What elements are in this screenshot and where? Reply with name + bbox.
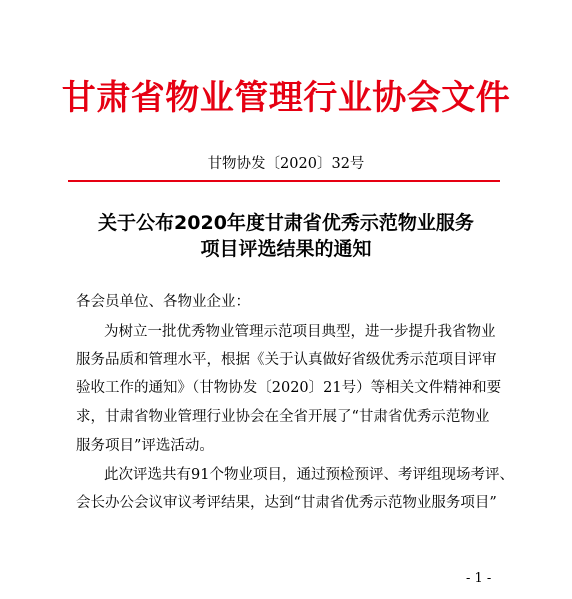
document-header-title: 甘肃省物业管理行业协会文件 (61, 78, 511, 118)
paragraph-1-line: 为树立一批优秀物业管理示范项目典型，进一步提升我省物业 (104, 324, 496, 340)
paragraph-2-line: 会长办公会议审议考评结果，达到“甘肃省优秀示范物业服务项目” (76, 495, 497, 511)
notice-title-line-1: 关于公布2020年度甘肃省优秀示范物业服务 (98, 212, 474, 234)
page-number: - 1 - (466, 571, 492, 586)
paragraph-1-line: 服务品质和管理水平，根据《关于认真做好省级优秀示范项目评审 (76, 352, 497, 368)
notice-title-line-2: 项目评选结果的通知 (200, 238, 372, 260)
paragraph-2-line: 此次评选共有91个物业项目，通过预检预评、考评组现场考评、 (104, 467, 514, 483)
red-divider-rule (68, 180, 500, 182)
paragraph-1-line: 验收工作的通知》（甘物协发〔2020〕21号）等相关文件精神和要 (76, 380, 502, 396)
paragraph-1-line: 求，甘肃省物业管理行业协会在全省开展了“甘肃省优秀示范物业 (76, 409, 490, 425)
document-number: 甘物协发〔2020〕32号 (207, 156, 365, 172)
paragraph-1-line: 服务项目”评选活动。 (76, 438, 214, 454)
salutation: 各会员单位、各物业企业： (76, 294, 250, 310)
